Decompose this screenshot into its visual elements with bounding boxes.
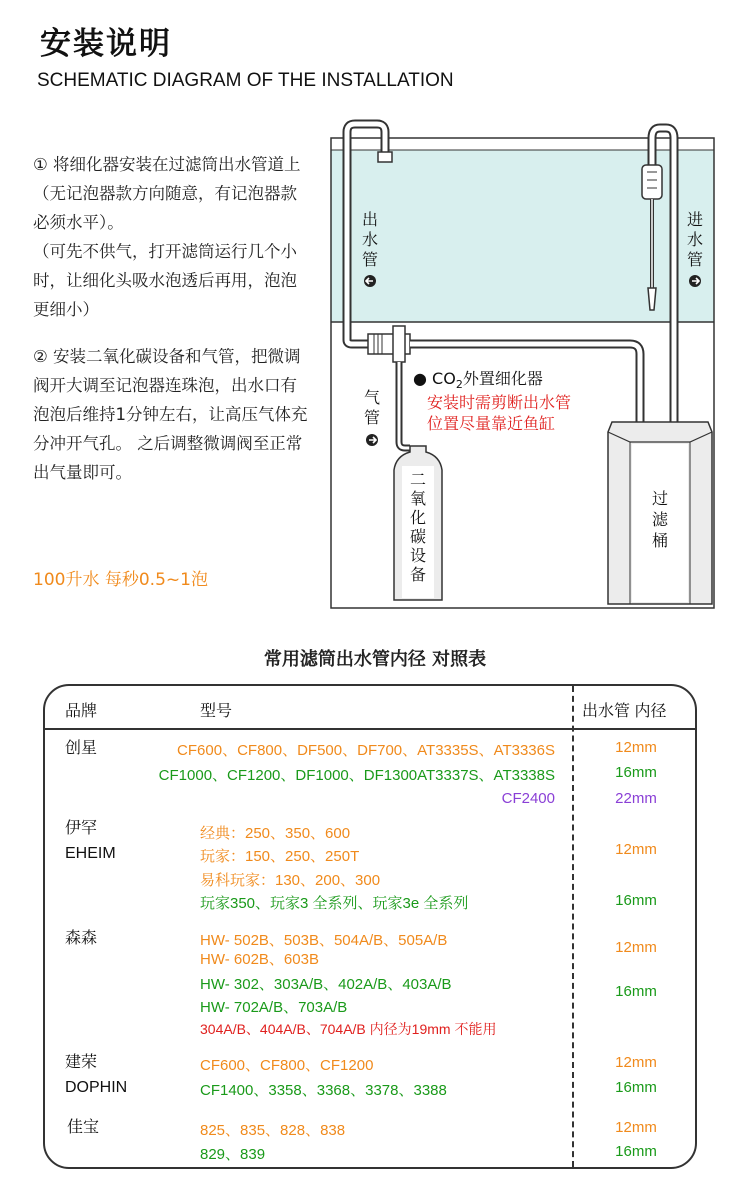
diameter-table bbox=[43, 684, 697, 1169]
brand-eheim-cn: 伊罕 bbox=[65, 820, 98, 837]
inlet-flow-arrow-icon bbox=[689, 275, 701, 287]
chuangxing-row2-models: CF1000、CF1200、DF1000、DF1300AT3337S、AT3338S bbox=[158, 767, 555, 784]
chuangxing-row1-diameter: 12mm bbox=[615, 739, 657, 756]
brand-sensen: 森森 bbox=[65, 930, 98, 947]
jiabao-model-2: 829、839 bbox=[200, 1146, 266, 1163]
header-diameter: 出水管 内径 bbox=[582, 703, 667, 720]
brand-jiabao: 佳宝 bbox=[67, 1119, 100, 1136]
eheim-diameter-1: 12mm bbox=[615, 841, 657, 858]
warning-line-1: 安装时需剪断出水管 bbox=[427, 393, 572, 412]
sensen-model-4: HW- 702A/B、703A/B bbox=[200, 999, 348, 1016]
sensen-diameter-1: 12mm bbox=[615, 939, 657, 956]
dophin-model-2: CF1400、3358、3368、3378、3388 bbox=[200, 1082, 447, 1099]
jiabao-model-1: 825、835、828、838 bbox=[200, 1122, 346, 1139]
sensen-diameter-2: 16mm bbox=[615, 983, 657, 1000]
gas-pipe-label: 气管 bbox=[363, 388, 380, 427]
outlet-pipe-label: 出水管 bbox=[361, 210, 378, 269]
atomizer-label: ● $CO_2$外置细化器 bbox=[413, 369, 543, 392]
eheim-model-3: 易科玩家：130、200、300 bbox=[200, 872, 381, 889]
table-title: 常用滤筒出水管内径 对照表 bbox=[263, 649, 487, 670]
jiabao-diameter-2: 16mm bbox=[615, 1143, 657, 1160]
header-model: 型号 bbox=[200, 703, 233, 720]
brand-dophin-cn: 建荣 bbox=[65, 1054, 98, 1071]
page-subtitle: SCHEMATIC DIAGRAM OF THE INSTALLATION bbox=[37, 70, 454, 91]
eheim-model-2: 玩家：150、250、250T bbox=[200, 848, 360, 865]
eheim-diameter-2: 16mm bbox=[615, 892, 657, 909]
step-1-text: ① 将细化器安装在过滤筒出水管道上（无记泡器款方向随意，有记泡器款必须水平）。 bbox=[33, 155, 301, 232]
header-brand: 品牌 bbox=[65, 703, 98, 720]
step-2-text: ② 安装二氧化碳设备和气管，把微调阀开大调至记泡器连珠泡，出水口有泡泡后维持1分钟左右，让高压气体充分冲开气孔。 之后调整微调阀至正常出气量即可。 bbox=[33, 347, 308, 482]
dophin-diameter-1: 12mm bbox=[615, 1054, 657, 1071]
sensen-model-3: HW- 302、303A/B、402A/B、403A/B bbox=[200, 976, 452, 993]
eheim-model-4: 玩家350、玩家3 全系列、玩家3e 全系列 bbox=[200, 895, 469, 912]
co2-tank-label: 二氧化碳设备 bbox=[409, 470, 426, 584]
sensen-model-1: HW- 502B、503B、504A/B、505A/B bbox=[200, 932, 448, 949]
warning-line-2: 位置尽量靠近鱼缸 bbox=[427, 414, 556, 433]
eheim-model-1: 经典：250、350、600 bbox=[200, 825, 351, 842]
sensen-model-2: HW- 602B、603B bbox=[200, 951, 319, 968]
chuangxing-row3-diameter: 22mm bbox=[615, 790, 657, 807]
inlet-pipe-label: 进水管 bbox=[686, 210, 703, 269]
dophin-model-1: CF600、CF800、CF1200 bbox=[200, 1057, 374, 1074]
step-1-note: （可先不供气，打开滤筒运行几个小时，让细化头吸水泡透后再用，泡泡更细小） bbox=[33, 242, 297, 319]
chuangxing-row3-models: CF2400 bbox=[501, 790, 555, 807]
sensen-incompatible-note: 304A/B、404A/B、704A/B 内径为19mm 不能用 bbox=[200, 1021, 497, 1037]
table-header-divider bbox=[45, 728, 695, 730]
jiabao-diameter-1: 12mm bbox=[615, 1119, 657, 1136]
inlet-strainer bbox=[642, 165, 662, 199]
dophin-diameter-2: 16mm bbox=[615, 1079, 657, 1096]
outlet-flow-arrow-icon bbox=[364, 275, 376, 287]
page-title: 安装说明 bbox=[40, 26, 172, 62]
chuangxing-row1-models: CF600、CF800、DF500、DF700、AT3335S、AT3336S bbox=[177, 742, 555, 759]
brand-dophin-en: DOPHIN bbox=[65, 1079, 128, 1096]
gas-flow-arrow-icon bbox=[366, 434, 378, 446]
brand-eheim-en: EHEIM bbox=[65, 845, 116, 862]
gas-pipe bbox=[399, 362, 410, 448]
brand-chuangxing: 创星 bbox=[65, 740, 98, 757]
filter-label: 过滤桶 bbox=[651, 489, 668, 550]
bubble-rate-note: 100升水 每秒0.5~1泡 bbox=[33, 570, 208, 590]
chuangxing-row2-diameter: 16mm bbox=[615, 764, 657, 781]
